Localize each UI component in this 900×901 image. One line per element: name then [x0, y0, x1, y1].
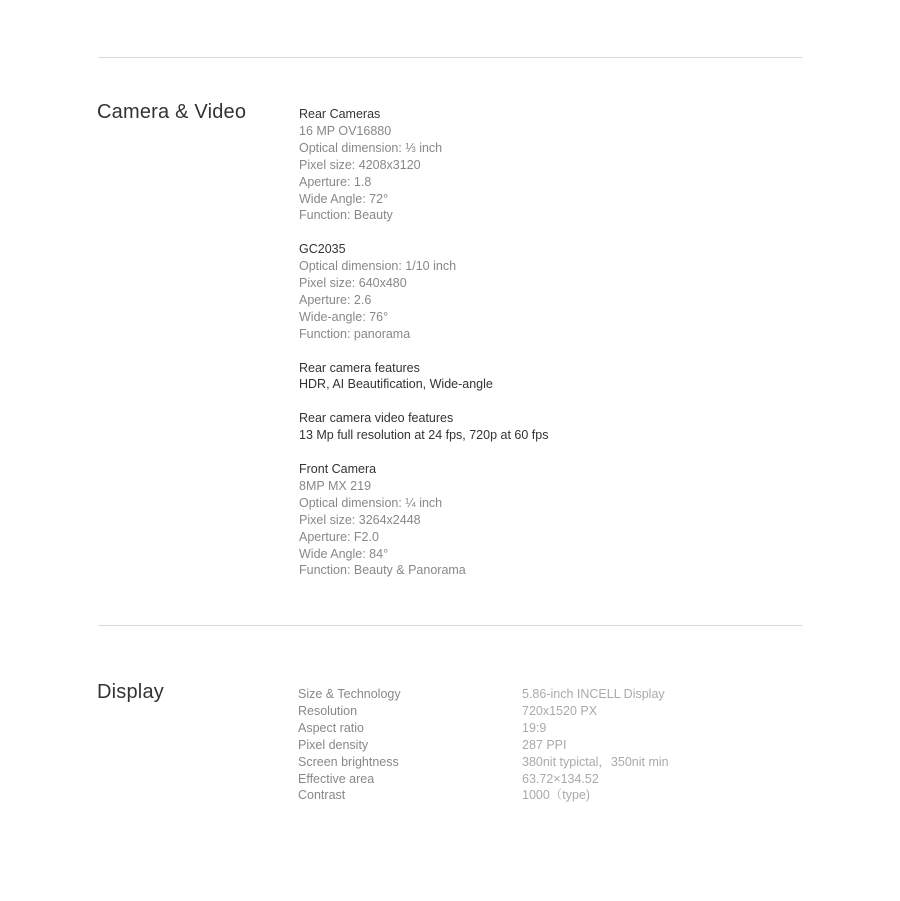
spec-row	[298, 720, 669, 737]
spec-label: Resolution	[298, 703, 358, 718]
spec-label: Size & Technology	[298, 687, 401, 701]
spec-line: Function: panorama	[299, 326, 411, 341]
spec-value: 720x1520 PX	[522, 703, 598, 718]
spec-line: Optical dimension: ⅓ inch	[299, 140, 443, 155]
spec-label: Contrast	[298, 788, 346, 803]
spec-value: 380nit typictal，350nit min	[522, 754, 669, 769]
divider-top	[98, 57, 802, 58]
divider-middle	[98, 625, 802, 626]
front-camera-heading: Front Camera	[299, 461, 377, 476]
spec-line: Pixel size: 3264x2448	[299, 512, 421, 527]
display-spec-table	[298, 686, 669, 804]
rear-features-heading: Rear camera features	[299, 360, 420, 375]
spec-line: Wide-angle: 76°	[299, 309, 389, 324]
spec-row	[298, 787, 669, 804]
spec-line: Optical dimension: 1/10 inch	[299, 259, 457, 274]
rear-video-value: 13 Mp full resolution at 24 fps, 720p at 60 fps	[299, 428, 549, 443]
rear-cameras-heading: Rear Cameras	[299, 107, 381, 121]
spec-line: Aperture: F2.0	[299, 529, 379, 544]
section-title-camera: Camera & Video	[97, 101, 247, 123]
gc2035-heading: GC2035	[299, 242, 346, 257]
rear-features-value: HDR, AI Beautification, Wide-angle	[299, 377, 493, 392]
rear-video-heading: Rear camera video features	[299, 411, 454, 426]
camera-specs	[299, 106, 548, 579]
spec-line: Wide Angle: 72°	[299, 191, 389, 206]
spec-line: Pixel size: 4208x3120	[299, 157, 421, 172]
spec-line: Optical dimension: ¼ inch	[299, 495, 443, 510]
spec-value: 63.72×134.52	[522, 771, 599, 786]
spec-label: Pixel density	[298, 737, 369, 752]
spec-line: 8MP MX 219	[299, 478, 372, 493]
spec-line: Pixel size: 640x480	[299, 276, 407, 291]
spec-value: 5.86-inch INCELL Display	[522, 687, 665, 701]
spec-value: 19:9	[522, 720, 547, 735]
spec-line: Function: Beauty & Panorama	[299, 563, 466, 578]
spec-line: Function: Beauty	[299, 208, 393, 223]
spec-line: 16 MP OV16880	[299, 123, 392, 138]
spec-line: Wide Angle: 84°	[299, 546, 389, 561]
section-title-display: Display	[97, 681, 164, 703]
spec-row	[298, 754, 669, 771]
spec-label: Aspect ratio	[298, 720, 365, 735]
spec-label: Screen brightness	[298, 754, 399, 769]
spec-value: 1000（type)	[522, 788, 591, 803]
spec-value: 287 PPI	[522, 737, 567, 752]
spec-row	[298, 737, 669, 754]
spec-line: Aperture: 2.6	[299, 292, 372, 307]
spec-line: Aperture: 1.8	[299, 174, 372, 189]
spec-row	[298, 771, 669, 788]
spec-row	[298, 703, 669, 720]
spec-row	[298, 686, 669, 703]
spec-label: Effective area	[298, 771, 375, 786]
